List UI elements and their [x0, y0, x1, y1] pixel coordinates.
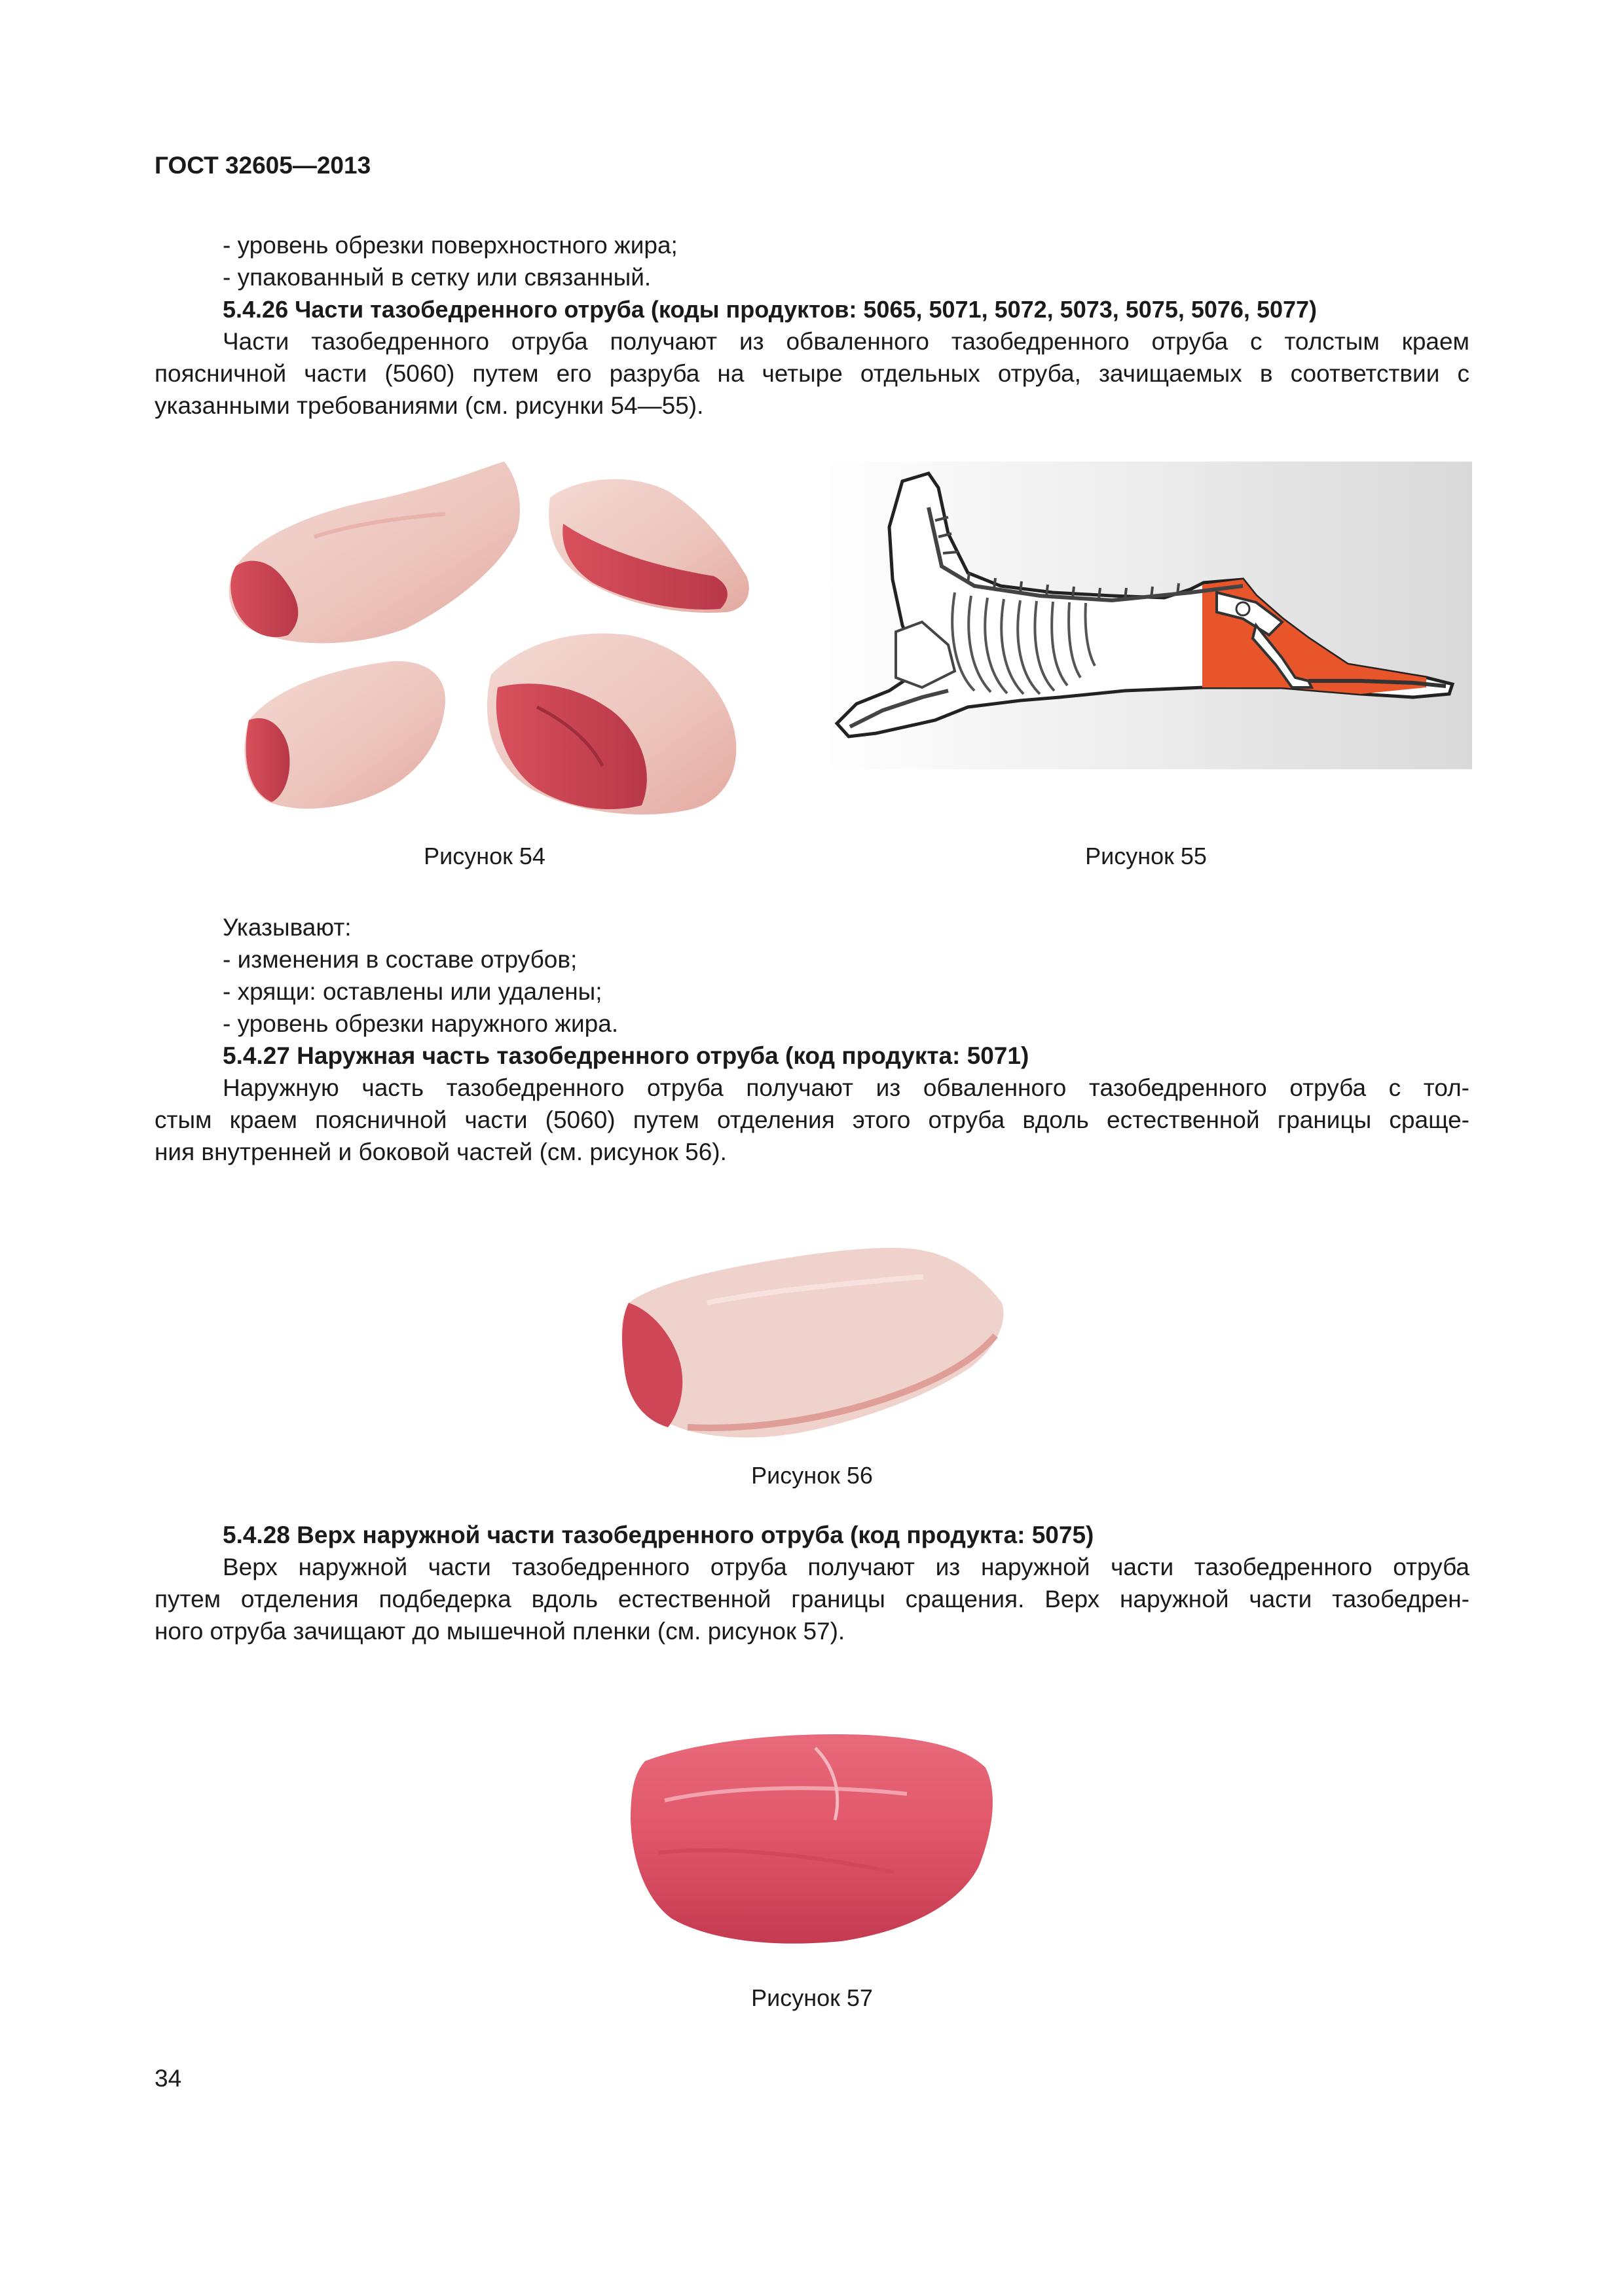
figure-55-caption: Рисунок 55	[1085, 843, 1207, 869]
figure-56-caption: Рисунок 56	[751, 1462, 873, 1489]
paragraph-line: указанными требованиями (см. рисунки 54—55).	[155, 392, 704, 419]
list-item: - упакованный в сетку или связанный.	[223, 264, 652, 291]
indicate-label: Указывают:	[223, 914, 352, 941]
paragraph-line: Части тазобедренного отруба получают из обваленного тазобедренного отруба с толстым краем	[223, 328, 1469, 355]
figure-56-image	[616, 1231, 1008, 1447]
document-header: ГОСТ 32605—2013	[155, 152, 371, 179]
paragraph-line: ния внутренней и боковой частей (см. рисунок 56).	[155, 1139, 727, 1165]
paragraph-line: поясничной части (5060) путем его разруба на четыре отдельных отруба, зачищаемых в соответствии с	[155, 360, 1469, 387]
list-item: - хрящи: оставлены или удалены;	[223, 978, 602, 1005]
section-heading-5-4-26: 5.4.26 Части тазобедренного отруба (коды продуктов: 5065, 5071, 5072, 5073, 5075, 5076, 5077)	[223, 296, 1318, 323]
paragraph-line: путем отделения подбедерка вдоль естественной границы сращения. Верх наружной части тазобедрен-	[155, 1586, 1469, 1613]
paragraph-line: стым краем поясничной части (5060) путем отделения этого отруба вдоль естественной границы сраще-	[155, 1106, 1469, 1133]
page-number: 34	[155, 2065, 182, 2092]
figure-54-image	[210, 452, 773, 825]
figure-57-image	[619, 1722, 1012, 1951]
paragraph-line: Наружную часть тазобедренного отруба получают из обваленного тазобедренного отруба с тол-	[223, 1074, 1469, 1101]
figure-55-diagram	[824, 462, 1472, 769]
figure-54-caption: Рисунок 54	[424, 843, 545, 869]
list-item: - изменения в составе отрубов;	[223, 946, 578, 973]
section-heading-5-4-27: 5.4.27 Наружная часть тазобедренного отруба (код продукта: 5071)	[223, 1042, 1029, 1069]
list-item: - уровень обрезки поверхностного жира;	[223, 232, 678, 259]
section-heading-5-4-28: 5.4.28 Верх наружной части тазобедренного отруба (код продукта: 5075)	[223, 1522, 1094, 1548]
paragraph-line: Верх наружной части тазобедренного отруба получают из наружной части тазобедренного отруба	[223, 1554, 1469, 1580]
figure-57-caption: Рисунок 57	[751, 1984, 873, 2011]
list-item: - уровень обрезки наружного жира.	[223, 1010, 619, 1037]
paragraph-line: ного отруба зачищают до мышечной пленки (см. рисунок 57).	[155, 1618, 845, 1645]
